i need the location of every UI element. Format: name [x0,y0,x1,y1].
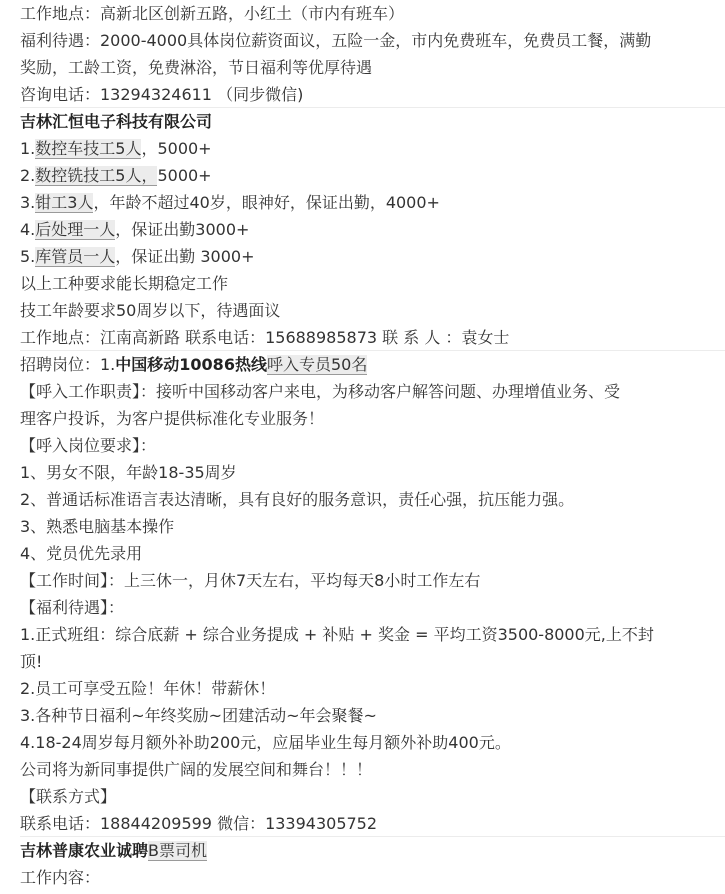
job-item-5 [20,243,725,270]
job-item-1 [20,135,725,162]
benefits-line-1: 福利待遇：2000-4000具体岗位薪资面议，五险一金，市内免费班车，免费员工餐，满勤 [20,31,652,50]
duty-line-2: 理客户投诉，为客户提供标准化专业服务！ [20,409,325,428]
job-detail: ，年龄不超过40岁，眼神好，保证出勤，4000+ [93,193,440,212]
welfare-item-3: 3.各种节日福利~年终奖励~团建活动~年会聚餐~ [20,706,377,725]
job-title-link[interactable]: 库管员一人 [35,247,116,266]
job-title-link[interactable]: 数控车技工5人 [35,139,142,158]
job-detail: ，5000+ [141,139,212,158]
job-num: 3. [20,193,36,212]
welfare-item-4: 4.18-24周岁每月额外补助200元，应届毕业生每月额外补助400元。 [20,733,511,752]
job-detail: ，保证出勤3000+ [115,220,250,239]
job-item-4 [20,216,725,243]
job-num: 2. [20,166,36,185]
welfare-item-1: 1.正式班组：综合底薪 + 综合业务提成 + 补贴 + 奖金 = 平均工资3500-8000元,上不封 [20,625,654,644]
work-time-line: 【工作时间】：上三休一，月休7天左右，平均每天8小时工作左右 [20,571,481,590]
requirement-item-1: 1、男女不限，年龄18-35周岁 [20,463,237,482]
requirements-header: 【呼入岗位要求】： [20,436,157,455]
work-location-line: 工作地点：高新北区创新五路，小红土（市内有班车） [20,4,405,23]
phone-line: 咨询电话：13294324611 （同步微信) [20,81,725,108]
job-num: 5. [20,247,36,266]
job-detail: ，保证出勤 3000+ [115,247,255,266]
contact-header: 【联系方式】 [20,787,117,806]
company-name: 吉林普康农业诚聘 [20,841,149,860]
development-note: 公司将为新同事提供广阔的发展空间和舞台！！！ [20,760,373,779]
job-title-link[interactable]: 后处理一人 [35,220,116,239]
position-line-mobile [20,351,725,378]
welfare-item-2: 2.员工可享受五险！年休！带薪休！ [20,679,276,698]
job-num: 1. [20,139,36,158]
duty-line-1: 【呼入工作职责】：接听中国移动客户来电，为移动客户解答问题、办理增值业务、受 [20,382,621,401]
age-note: 技工年龄要求50周岁以下，待遇面议 [20,301,281,320]
job-title-link[interactable]: 钳工3人 [35,193,94,212]
contact-line-huiheng: 工作地点：江南高新路 联系电话：15688985873 联 系 人 ：袁女士 [20,324,725,351]
job-detail: 5000+ [157,166,212,185]
job-title-link[interactable]: 数控铣技工5人， [35,166,158,185]
position-link[interactable]: 呼入专员50名 [266,355,368,374]
requirement-item-2: 2、普通话标准语言表达清晰，具有良好的服务意识，责任心强，抗压能力强。 [20,490,575,509]
job-item-2 [20,162,725,189]
benefits-line-2: 奖励，工龄工资，免费淋浴，节日福利等优厚待遇 [20,58,373,77]
work-content-label: 工作内容： [20,868,101,887]
job-num: 4. [20,220,36,239]
requirement-item-3: 3、熟悉电脑基本操作 [20,517,175,536]
company-title-pukang [20,837,725,864]
job-item-3 [20,189,725,216]
welfare-item-1-cont: 顶! [20,652,43,671]
welfare-header: 【福利待遇】： [20,598,125,617]
position-title: 中国移动10086热线 [115,355,267,374]
contact-line-mobile: 联系电话：18844209599 微信：13394305752 [20,810,725,837]
requirement-item-4: 4、党员优先录用 [20,544,143,563]
company-title-huiheng: 吉林汇恒电子科技有限公司 [20,112,213,131]
position-prefix: 招聘岗位：1. [20,355,116,374]
stability-note: 以上工种要求能长期稳定工作 [20,274,229,293]
position-link[interactable]: B票司机 [148,841,207,860]
